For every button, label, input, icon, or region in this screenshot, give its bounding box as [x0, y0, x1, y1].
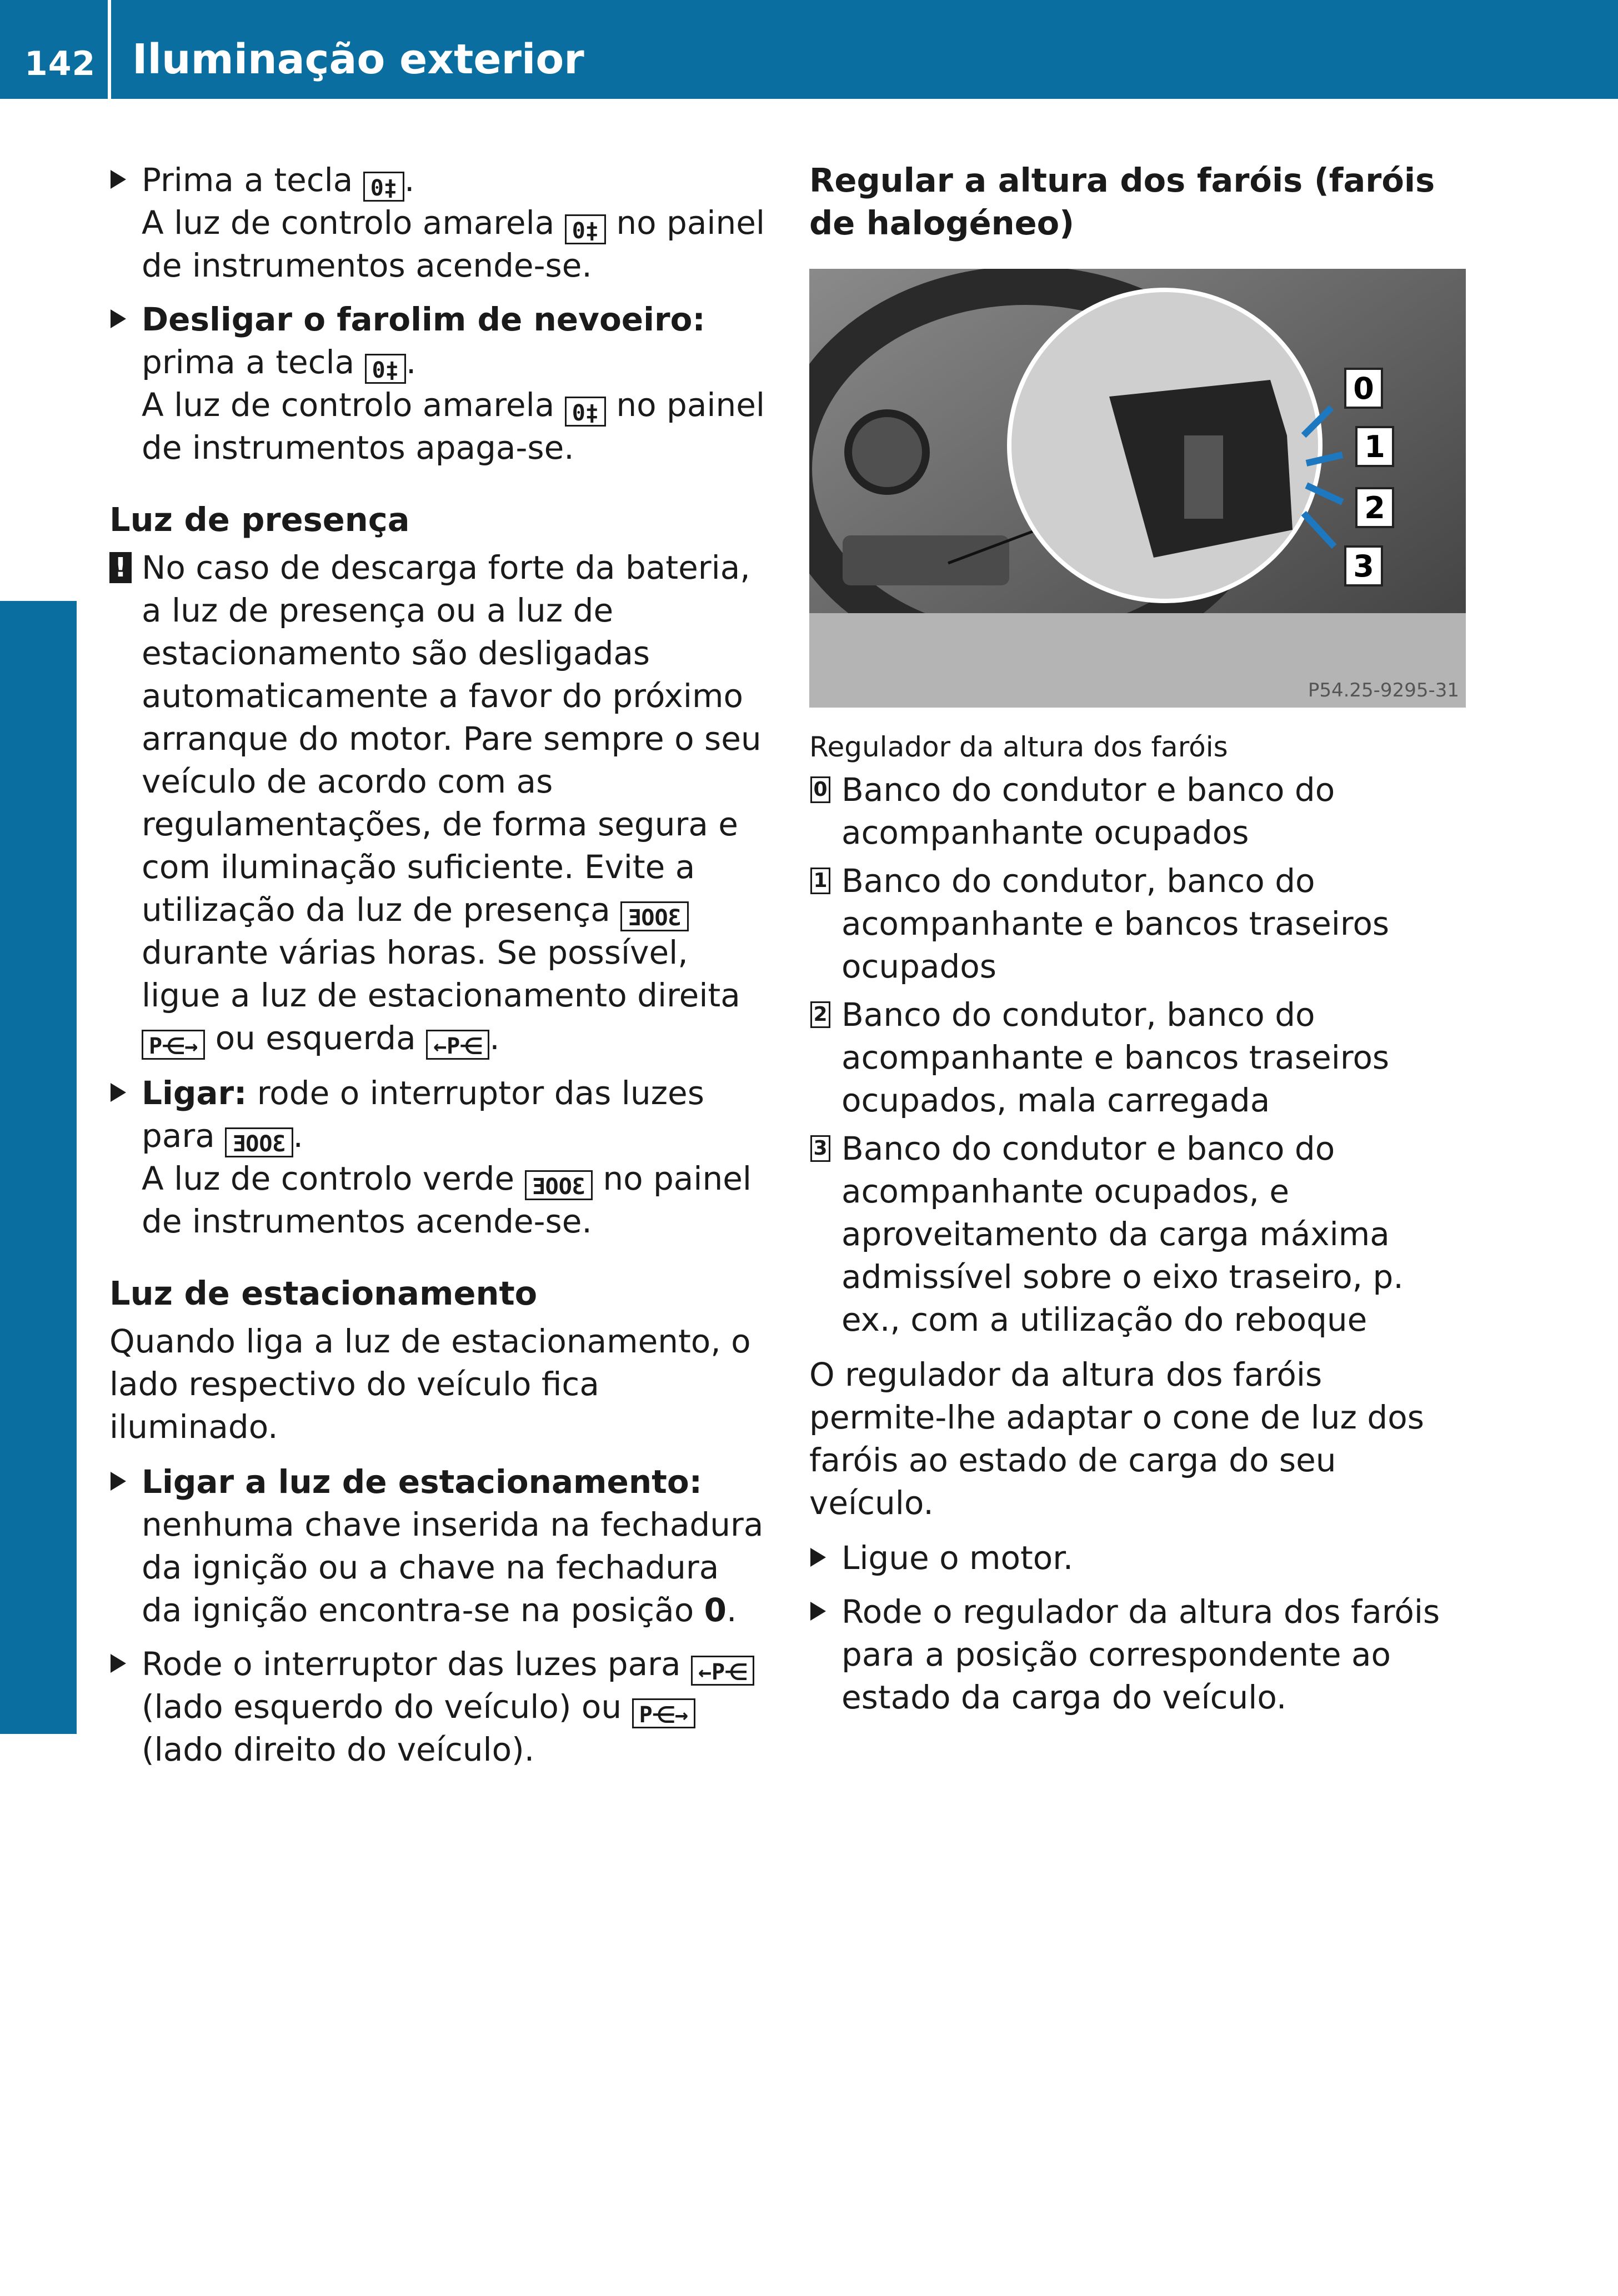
heading-headlamp-range: Regular a altura dos faróis (faróis de halogéneo) — [809, 161, 1435, 242]
step-arrow-icon — [111, 1654, 126, 1673]
step-press-key: Prima a tecla 0‡ . A luz de controlo amarela 0‡ no painel de instrumentos acende-se. — [109, 159, 767, 287]
step-arrow-icon — [111, 309, 126, 328]
step-arrow-icon — [111, 170, 126, 189]
legend-number: 0 — [810, 776, 830, 803]
section-side-label: Luzes e limpa-vidros — [7, 936, 55, 1413]
paragraph-estacionamento: Quando liga a luz de estacionamento, o lado respectivo do veículo fica iluminado. — [109, 1322, 751, 1446]
heading-luz-presenca: Luz de presença — [109, 500, 410, 539]
page-title: Iluminação exterior — [132, 36, 584, 83]
step-arrow-icon — [810, 1548, 826, 1567]
switch-panel — [843, 535, 1009, 585]
regulator-wheel — [1184, 435, 1223, 519]
legend-number: 3 — [810, 1135, 830, 1162]
legend-item: 3 Banco do condutor e banco do acompanhante ocupados, e aproveitamento da carga máxima admissível sobre o eixo traseiro, p. ex., com a utilização do reboque — [809, 1127, 1465, 1341]
step-result: A luz de controlo amarela 0‡ no painel de instrumentos acende-se. — [142, 204, 765, 284]
legend-number: 1 — [810, 868, 830, 894]
right-column — [809, 159, 1465, 1730]
legend-item: 0 Banco do condutor e banco do acompanhante ocupados — [809, 769, 1465, 854]
page-header — [0, 0, 1618, 99]
step-set-regulator: Rode o regulador da altura dos faróis para a posição correspondente ao estado da carga do veículo. — [809, 1591, 1465, 1719]
figure-code: P54.25-9295-31 — [1308, 679, 1459, 701]
left-parking-key-icon: ←P⋲ — [426, 1030, 489, 1060]
step-result: A luz de controlo verde ƎOOƐ no painel de instrumentos acende-se. — [142, 1160, 752, 1240]
left-column — [109, 159, 767, 1782]
warning-icon: ! — [109, 552, 132, 583]
step-fog-off: Desligar o farolim de nevoeiro: prima a tecla 0‡ . A luz de controlo amarela 0‡ no painel de instrumentos apaga-se. — [109, 298, 767, 469]
step-rotate-switch: Rode o interruptor das luzes para ←P⋲ (lado esquerdo do veículo) ou P⋲→ (lado direito do veículo). — [109, 1643, 767, 1771]
parking-light-indicator-icon: ƎOOƐ — [525, 1170, 593, 1200]
right-parking-key-icon: P⋲→ — [632, 1698, 695, 1728]
step-result: A luz de controlo amarela 0‡ no painel de instrumentos apaga-se. — [142, 386, 765, 467]
step-arrow-icon — [111, 1472, 126, 1491]
step-switch-on: Ligar: rode o interruptor das luzes para ƎOOƐ . A luz de controlo verde ƎOOƐ no painel de instrumentos acende-se. — [109, 1072, 767, 1243]
position-label-2: 2 — [1364, 490, 1385, 525]
position-label-1: 1 — [1364, 429, 1385, 464]
heading-luz-estacionamento: Luz de estacionamento — [109, 1274, 538, 1312]
step-start-engine: Ligue o motor. — [809, 1537, 1465, 1580]
right-parking-key-icon: P⋲→ — [142, 1030, 205, 1060]
dashboard-photo — [809, 269, 1466, 708]
fog-light-key-icon: 0‡ — [363, 172, 404, 202]
legend-item: 1 Banco do condutor, banco do acompanhante e bancos traseiros ocupados — [809, 860, 1465, 988]
paragraph-regulator: O regulador da altura dos faróis permite-lhe adaptar o cone de luz dos faróis ao estado de carga do seu veículo. — [809, 1356, 1424, 1522]
fog-light-key-icon: 0‡ — [365, 354, 406, 384]
header-divider — [108, 0, 111, 99]
parking-light-key-icon: ƎOOƐ — [225, 1127, 293, 1157]
warning-note: ! No caso de descarga forte da bateria, a luz de presença ou a luz de estacionamento são desligadas automaticamente a favor do próximo arranque do motor. Pare sempre o seu veículo de acordo com as regulamentações, de forma segura e com iluminação suficiente. Evite a utilização da luz de presença ƎOOƐ durante várias horas. Se possível, ligue a luz de estacionamento direita P⋲→ ou esquerda ←P⋲ . — [109, 547, 767, 1060]
air-vent — [848, 413, 926, 491]
legend-item: 2 Banco do condutor, banco do acompanhante e bancos traseiros ocupados, mala carregada — [809, 994, 1465, 1122]
fog-light-indicator-icon: 0‡ — [565, 397, 606, 427]
step-arrow-icon — [111, 1083, 126, 1102]
step-parking-on: Ligar a luz de estacionamento: nenhuma chave inserida na fechadura da ignição ou a chave na fechadura da ignição encontra-se na posição 0. — [109, 1461, 767, 1632]
page-number: 142 — [24, 44, 96, 83]
left-parking-key-icon: ←P⋲ — [691, 1656, 754, 1686]
parking-light-key-icon: ƎOOƐ — [620, 901, 688, 931]
position-label-3: 3 — [1353, 549, 1374, 584]
position-label-0: 0 — [1353, 371, 1374, 406]
legend-number: 2 — [810, 1001, 830, 1028]
fog-light-indicator-icon: 0‡ — [565, 214, 606, 244]
figure-caption: Regulador da altura dos faróis — [809, 731, 1228, 763]
step-arrow-icon — [810, 1602, 826, 1621]
headlamp-range-figure — [809, 269, 1466, 708]
